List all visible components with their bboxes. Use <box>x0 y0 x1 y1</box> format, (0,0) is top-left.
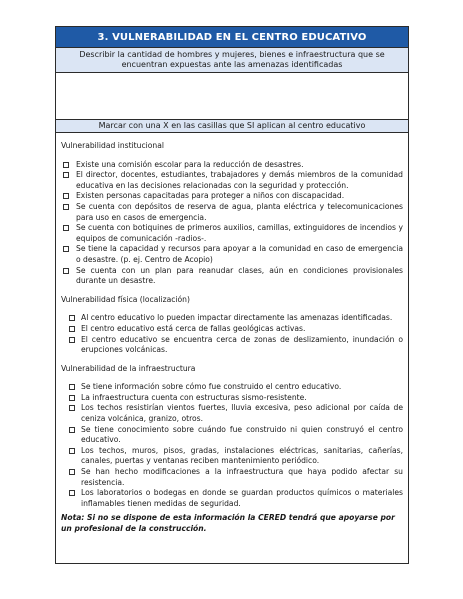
item-text: Existe una comisión escolar para la reducción de desastres. <box>76 159 304 169</box>
item-text: La infraestructura cuenta con estructuras sismo-resistente. <box>81 392 307 402</box>
checkbox[interactable] <box>69 395 75 401</box>
list-item <box>61 335 403 356</box>
list-item <box>61 223 403 244</box>
list-item <box>61 313 403 324</box>
list-item <box>61 382 403 393</box>
checkbox[interactable] <box>63 268 69 274</box>
item-text: Se cuenta con botiquines de primeros auxilios, camillas, extinguidores de incendios y equipos de comunicación -radios-. <box>76 223 403 243</box>
list-item <box>61 393 403 404</box>
checkbox[interactable] <box>69 405 75 411</box>
checkbox[interactable] <box>63 246 69 252</box>
item-text: Se tiene información sobre cómo fue construido el centro educativo. <box>81 382 342 392</box>
list-item <box>61 403 403 424</box>
checkbox[interactable] <box>69 315 75 321</box>
list-item <box>61 266 403 287</box>
item-text: Se tiene conocimiento sobre cuándo fue construido ni quien construyó el centro educativo. <box>81 424 403 445</box>
checkbox[interactable] <box>69 384 75 390</box>
item-text: Se han hecho modificaciones a la infraestructura que haya podido afectar su resistencia. <box>81 467 403 487</box>
checkbox[interactable] <box>63 204 69 210</box>
section-title-infraestructura: Vulnerabilidad de la infraestructura <box>61 363 196 373</box>
section-header: 3. VULNERABILIDAD EN EL CENTRO EDUCATIVO <box>56 27 408 48</box>
list-item <box>61 324 403 335</box>
checkbox[interactable] <box>63 162 69 168</box>
list-item <box>61 467 403 488</box>
checkbox[interactable] <box>63 172 69 178</box>
checkbox[interactable] <box>63 225 69 231</box>
item-text: Se cuenta con depósitos de reserva de agua, planta eléctrica y telecomunicaciones para uso en casos de emergencia. <box>76 201 403 222</box>
item-text: Se cuenta con un plan para reanudar clases, aún en condiciones provisionales durante un desastre. <box>76 265 403 286</box>
list-item <box>61 425 403 446</box>
list-item <box>61 488 403 509</box>
checkbox[interactable] <box>69 427 75 433</box>
checkbox[interactable] <box>69 337 75 343</box>
item-text: El centro educativo se encuentra cerca de zonas de deslizamiento, inundación o erupciones volcánicas. <box>81 334 403 355</box>
checkbox[interactable] <box>69 448 75 454</box>
list-item <box>61 202 403 223</box>
list-item <box>61 244 403 265</box>
list-item <box>61 160 403 171</box>
description-answer-field[interactable] <box>56 73 408 120</box>
checkbox[interactable] <box>69 326 75 332</box>
checklist-institucional <box>61 160 403 287</box>
section-title-institucional: Vulnerabilidad institucional <box>61 141 164 150</box>
list-item <box>61 446 403 467</box>
section-title-fisica: Vulnerabilidad física (localización) <box>61 294 190 304</box>
checkbox[interactable] <box>63 193 69 199</box>
item-text: Se tiene la capacidad y recursos para apoyar a la comunidad en caso de emergencia o desastre. (p. ej. Centro de Acopio) <box>76 244 403 264</box>
item-text: El centro educativo está cerca de fallas geológicas activas. <box>81 323 306 333</box>
checklist-fisica <box>61 313 403 355</box>
item-text: Al centro educativo lo pueden impactar directamente las amenazas identificadas. <box>81 313 393 323</box>
list-item <box>61 170 403 191</box>
checklist-body <box>56 133 408 535</box>
checkbox[interactable] <box>69 469 75 475</box>
item-text: Los techos resistirían vientos fuertes, lluvia excesiva, peso adicional por caída de ceniza volcánica, granizo, otros. <box>81 403 403 424</box>
note-text: Nota: Si no se dispone de esta información la CERED tendrá que apoyarse por un profesional de la construcción. <box>61 513 395 533</box>
item-text: Existen personas capacitadas para proteger a niños con discapacidad. <box>76 191 345 201</box>
list-item <box>61 191 403 202</box>
checkbox[interactable] <box>69 490 75 496</box>
checklist-infraestructura <box>61 382 403 509</box>
item-text: Los laboratorios o bodegas en donde se guardan productos químicos o materiales inflamables tienen medidas de seguridad. <box>81 488 403 508</box>
item-text: Los techos, muros, pisos, gradas, instalaciones eléctricas, sanitarias, cañerías, canales, puertas y ventanas reciben mantenimiento periódico. <box>81 445 403 466</box>
instruction-cell: Marcar con una X en las casillas que SI aplican al centro educativo <box>56 120 408 133</box>
description-cell: Describir la cantidad de hombres y mujeres, bienes e infraestructura que se encuentran expuestas ante las amenazas identificadas <box>56 48 408 73</box>
vulnerability-form <box>55 26 409 564</box>
item-text: El director, docentes, estudiantes, trabajadores y demás miembros de la comunidad educativa en las decisiones relacionadas con la seguridad y protección. <box>76 170 403 190</box>
